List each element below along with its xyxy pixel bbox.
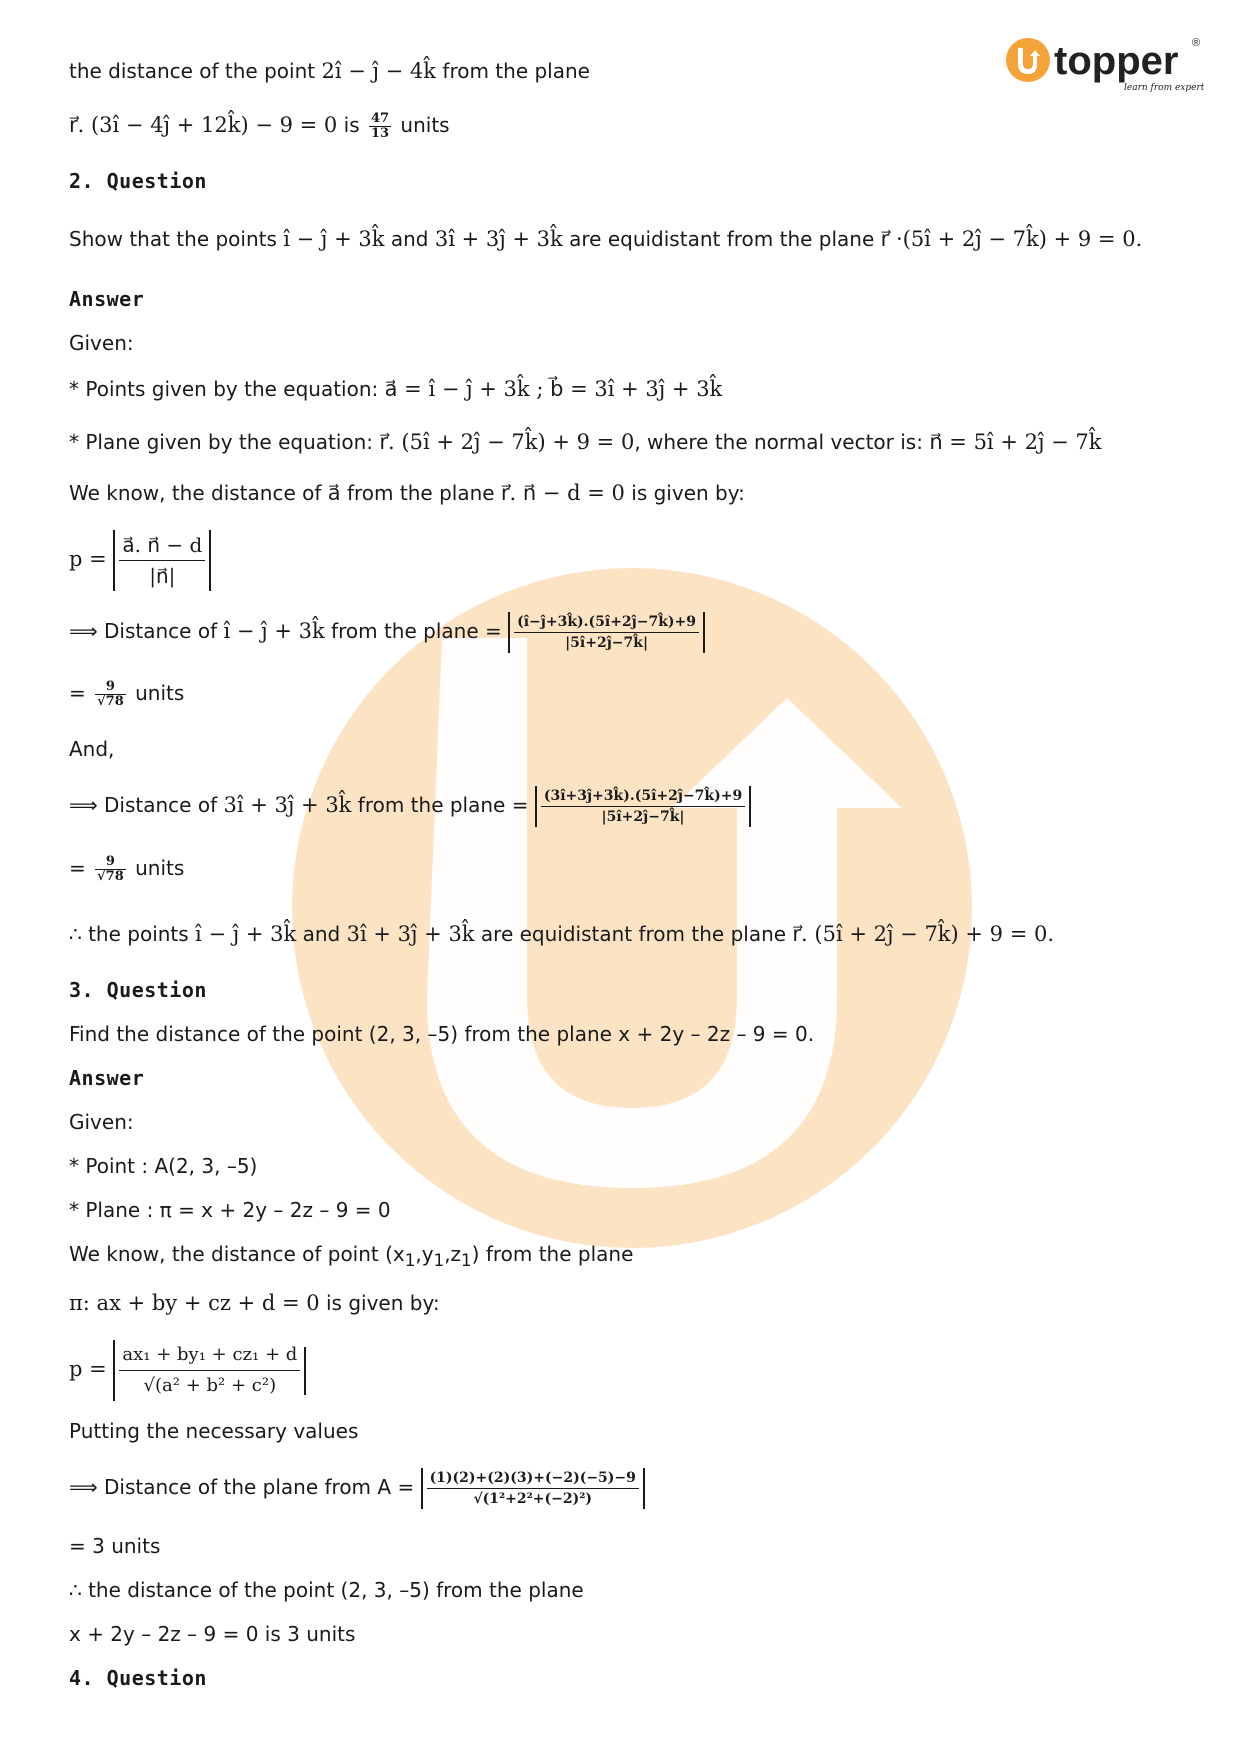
q3-point: * Point : A(2, 3, –5): [69, 1154, 258, 1178]
topper-watermark: [292, 568, 972, 1248]
q4-heading: 4. Question: [69, 1666, 207, 1690]
q2-answer-heading: Answer: [69, 287, 145, 311]
q3-distance-A: ⟹ Distance of the plane from A = $\frac{(1)(2)+(2)(3)+(-2)(-5)-9}{\text{√(1²+2²+(−2)²)}}$: [69, 1468, 645, 1509]
fraction-47-13: $\frac{47}{13}$: [370, 111, 390, 141]
q3-conclusion-1: ∴ the distance of the point (2, 3, –5) from the plane: [69, 1578, 584, 1602]
q2-formula: p = $\frac{a⃗. n⃗ - d}{|n⃗|}$: [69, 530, 211, 591]
q3-know: We know, the distance of point $(x_1,y_1,z_1)$ from the plane: [69, 1242, 634, 1270]
q3-conclusion-2: x + 2y – 2z – 9 = 0 is 3 units: [69, 1622, 356, 1646]
fraction-9-sqrt78: $\frac{9}{√78}$: [97, 679, 124, 709]
topper-logo: [1004, 34, 1204, 96]
q2-result-1: = $\frac{9}{√78}$ units: [69, 679, 185, 709]
intro-line-2: r⃗. (3î − 4ĵ + 12k̂) − 9 = 0 is $\frac{47}{13}$ units: [69, 111, 450, 141]
q2-result-2: = $\frac{9}{√78}$ units: [69, 854, 185, 884]
q2-and: And,: [69, 737, 115, 761]
q2-heading: 2. Question: [69, 169, 207, 193]
abs-distance-2: $\frac{(3î+3ĵ+3k̂).(5î+2ĵ-7k̂)+9}{|5î+2ĵ-7k̂|}$: [535, 786, 751, 827]
q3-statement: Find the distance of the point (2, 3, –5) from the plane x + 2y – 2z – 9 = 0.: [69, 1022, 815, 1046]
topper-logo-text: topper: [1054, 39, 1179, 83]
q3-putting: Putting the necessary values: [69, 1419, 359, 1443]
q2-distance-2: ⟹ Distance of 3î + 3ĵ + 3k̂ from the plane = $\frac{(3î+3ĵ+3k̂).(5î+2ĵ-7k̂)+9}{|5î+2ĵ-7k̂|}$: [69, 786, 751, 827]
q3-given: Given:: [69, 1110, 134, 1134]
q3-answer-heading: Answer: [69, 1066, 145, 1090]
q2-conclusion: ∴ the points î − ĵ + 3k̂ and 3î + 3ĵ + 3k̂ are equidistant from the plane r⃗. (5î + 2ĵ − 7k̂) + 9 = 0.: [69, 922, 1055, 946]
svg-text:®: ®: [1192, 37, 1201, 49]
q3-pi: π: ax + by + cz + d = 0 is given by:: [69, 1291, 440, 1315]
topper-logo-mark: [1004, 34, 1204, 96]
q2-given: Given:: [69, 331, 134, 355]
q2-plane: * Plane given by the equation: r⃗. (5î + 2ĵ − 7k̂) + 9 = 0, where the normal vector is: n⃗ = 5î + 2ĵ − 7k̂: [69, 430, 1102, 454]
abs-distance-1: $\frac{(î-ĵ+3k̂).(5î+2ĵ-7k̂)+9}{|5î+2ĵ-7k̂|}$: [508, 612, 705, 653]
svg-text:learn from experts: learn from experts: [1124, 83, 1204, 93]
q2-statement: Show that the points î − ĵ + 3k̂ and 3î + 3ĵ + 3k̂ are equidistant from the plane r⃗ ·(5î + 2ĵ − 7k̂) + 9 = 0.: [69, 227, 1143, 251]
q3-heading: 3. Question: [69, 978, 207, 1002]
abs-formula-3: $\frac{\text{ax₁ + by₁ + cz₁ + d}}{\text{√(a² + b² + c²)}}$: [113, 1340, 304, 1401]
q3-formula: p = $\frac{\text{ax₁ + by₁ + cz₁ + d}}{\text{√(a² + b² + c²)}}$: [69, 1340, 306, 1401]
abs-distance-A: $\frac{(1)(2)+(2)(3)+(-2)(-5)-9}{\text{√(1²+2²+(−2)²)}}$: [421, 1468, 645, 1509]
q2-points: * Points given by the equation: a⃗ = î − ĵ + 3k̂ ; b⃗ = 3î + 3ĵ + 3k̂: [69, 377, 723, 401]
fraction-9-sqrt78-2: $\frac{9}{√78}$: [97, 854, 124, 884]
q3-result: = 3 units: [69, 1534, 161, 1558]
q3-plane: * Plane : π = x + 2y – 2z – 9 = 0: [69, 1198, 391, 1222]
intro-line-1: the distance of the point 2î − ĵ − 4k̂ from the plane: [69, 59, 590, 83]
abs-formula: $\frac{a⃗. n⃗ - d}{|n⃗|}$: [113, 530, 211, 591]
q2-know: We know, the distance of a⃗ from the plane r⃗. n⃗ − d = 0 is given by:: [69, 481, 745, 505]
q2-distance-1: ⟹ Distance of î − ĵ + 3k̂ from the plane = $\frac{(î-ĵ+3k̂).(5î+2ĵ-7k̂)+9}{|5î+2ĵ-7k̂|}$: [69, 612, 705, 653]
